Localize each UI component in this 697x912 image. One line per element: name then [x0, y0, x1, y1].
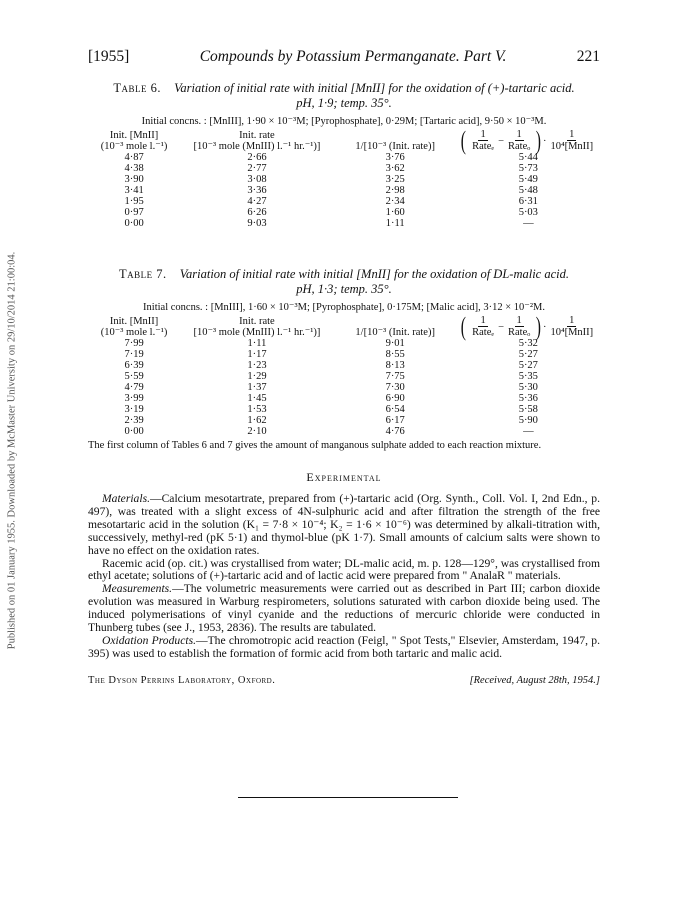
t6-col3-header: 1/[10⁻³ (Init. rate)]: [355, 141, 435, 152]
table-cell: 5·27: [518, 360, 538, 371]
table-cell: 7·99: [124, 338, 144, 349]
table-cell: 5·73: [518, 163, 538, 174]
table-6-data: [88, 126, 600, 229]
table-6-body: [88, 152, 600, 229]
table-cell: 0·00: [124, 218, 144, 229]
table-7-body: [88, 338, 600, 437]
table-cell: 1·95: [124, 196, 144, 207]
received-date: [Received, August 28th, 1954.]: [469, 674, 600, 686]
table-7-conditions: Initial concns. : [MnIII], 1·60 × 10⁻³M; [Pyrophosphate], 0·175M; [Malic acid], 3·12 × 10⁻²M.: [143, 302, 545, 313]
table-cell: —: [523, 218, 534, 229]
table-row: [88, 218, 600, 229]
page-content: [88, 48, 600, 686]
table-cell: 6·39: [124, 360, 144, 371]
table-7: [88, 267, 600, 452]
table-row: [88, 415, 600, 426]
download-notice: Published on 01 January 1955. Downloaded by McMaster University on 29/10/2014 21:00:04.: [6, 251, 18, 650]
table-row: [88, 196, 600, 207]
table-cell: 7·75: [385, 371, 405, 382]
table-cell: 3·41: [124, 185, 144, 196]
table-row: [88, 349, 600, 360]
table-cell: 8·13: [385, 360, 405, 371]
table-cell: 3·19: [124, 404, 144, 415]
table-7-label: Table 7.: [119, 267, 167, 281]
table-cell: 5·59: [124, 371, 144, 382]
table-cell: 6·31: [518, 196, 538, 207]
table-cell: 7·19: [124, 349, 144, 360]
table-cell: 2·10: [247, 426, 267, 437]
section-heading-experimental: Experimental: [306, 470, 382, 484]
paragraph-materials: Materials.—Calcium mesotartrate, prepared from (+)-tartaric acid (Org. Synth., Coll. Vol. I, 2nd Edn., p. 497), was treated with a slight excess of 4N-sulphuric acid and after filtration the strength of the free mesotartaric acid in the solution (K₁ = 7·8 × 10⁻⁴; K₂ = 1·6 × 10⁻⁶) was determined by alkali-titration with, successively, methyl-red (pK 5·1) and thymol-blue (pK 1·7). Small amounts of calcium salts were shown to have no effect on the oxidation rates.: [88, 492, 600, 557]
table-6-title: Variation of initial rate with initial [MnII] for the oxidation of (+)-tartaric acid.: [174, 81, 575, 95]
end-rule: [238, 797, 458, 798]
table-7-caption: [88, 267, 600, 297]
download-watermark: [0, 0, 22, 912]
table-cell: 1·60: [385, 207, 405, 218]
paragraph-racemic: Racemic acid (op. cit.) was crystallised from water; DL-malic acid, m. p. 128—129°, was crystallised from ethyl acetate; solutions of (+)-tartaric acid and of lactic acid were prepared from " AnalaR " materials.: [88, 556, 600, 583]
table-cell: 6·54: [385, 404, 405, 415]
table-6: [88, 81, 600, 229]
t7-col1-header: Init. [MnII] (10⁻³ mole l.⁻¹): [100, 316, 168, 338]
table-row: [88, 393, 600, 404]
table-cell: 1·29: [247, 371, 267, 382]
table-row: [88, 338, 600, 349]
laboratory-address: The Dyson Perrins Laboratory, Oxford.: [88, 674, 276, 686]
table-cell: 5·30: [518, 382, 538, 393]
paragraph-measurements: Measurements.—The volumetric measurements were carried out as described in Part III; carbon dioxide evolution was measured in Warburg respirometers, solutions saturated with carbon dioxide being used. The induced polymerisations of vinyl cyanide and the reductions of mercuric chloride were conducted in Thunberg tubes (see J., 1953, 2836). The results are tabulated.: [88, 582, 600, 635]
table-cell: 3·76: [385, 152, 405, 163]
table-7-subtitle: pH, 1·3; temp. 35°.: [296, 282, 392, 296]
table-cell: 3·25: [385, 174, 405, 185]
tables-footnote: The first column of Tables 6 and 7 gives the amount of manganous sulphate added to each reaction mixture.: [88, 440, 542, 451]
header-year: [1955]: [88, 48, 130, 65]
article-footer: [88, 675, 600, 686]
table-cell: 9·03: [247, 218, 267, 229]
table-cell: 4·79: [124, 382, 144, 393]
page-number: 221: [576, 48, 600, 65]
table-6-caption: [88, 81, 600, 111]
table-cell: 8·55: [385, 349, 405, 360]
table-cell: 1·37: [247, 382, 267, 393]
table-cell: 5·27: [518, 349, 538, 360]
table-7-data: [88, 312, 600, 437]
t7-col2-header: Init. rate [10⁻³ mole (MnIII) l.⁻¹ hr.⁻¹)]: [193, 316, 321, 338]
table-row: [88, 174, 600, 185]
table-cell: 4·38: [124, 163, 144, 174]
table-cell: 1·23: [247, 360, 267, 371]
table-6-conditions: Initial concns. : [MnIII], 1·90 × 10⁻³M; [Pyrophosphate], 0·29M; [Tartaric acid], 9·50 × 10⁻³M.: [141, 116, 547, 127]
table-cell: 1·53: [247, 404, 267, 415]
table-cell: 4·27: [247, 196, 267, 207]
table-cell: 5·49: [518, 174, 538, 185]
t7-col3-header: 1/[10⁻³ (Init. rate)]: [355, 327, 435, 338]
t6-col2-header: Init. rate [10⁻³ mole (MnIII) l.⁻¹ hr.⁻¹)]: [193, 130, 321, 152]
table-cell: 5·03: [518, 207, 538, 218]
table-cell: 6·90: [385, 393, 405, 404]
table-row: [88, 382, 600, 393]
table-cell: 2·77: [247, 163, 267, 174]
t7-col4-header: ( 1 Rateₑ − 1 Rateₒ ) · 1 10⁴[MnII]: [461, 312, 594, 341]
table-cell: 5·58: [518, 404, 538, 415]
table-cell: 3·08: [247, 174, 267, 185]
table-7-title: Variation of initial rate with initial [MnII] for the oxidation of DL-malic acid.: [179, 267, 569, 281]
t6-col1-header: Init. [MnII] (10⁻³ mole l.⁻¹): [100, 130, 168, 152]
table-cell: 9·01: [385, 338, 405, 349]
table-row: [88, 426, 600, 437]
table-cell: 5·36: [518, 393, 538, 404]
table-cell: 1·17: [247, 349, 267, 360]
table-cell: 2·39: [124, 415, 144, 426]
t6-col4-header: ( 1 Rateₑ − 1 Rateₒ ) · 1 10⁴[MnII]: [461, 126, 594, 155]
table-cell: 3·36: [247, 185, 267, 196]
table-row: [88, 163, 600, 174]
table-row: [88, 152, 600, 163]
table-cell: 4·87: [124, 152, 144, 163]
table-6-subtitle: pH, 1·9; temp. 35°.: [296, 96, 392, 110]
table-row: [88, 360, 600, 371]
table-cell: 3·99: [124, 393, 144, 404]
table-row: [88, 185, 600, 196]
header-title: Compounds by Potassium Permanganate. Part V.: [199, 48, 507, 65]
table-cell: 5·35: [518, 371, 538, 382]
table-cell: 1·62: [247, 415, 267, 426]
table-cell: 5·48: [518, 185, 538, 196]
table-cell: 1·11: [385, 218, 405, 229]
table-cell: 5·90: [518, 415, 538, 426]
table-cell: 4·76: [385, 426, 405, 437]
table-cell: —: [523, 426, 534, 437]
table-cell: 5·44: [518, 152, 538, 163]
table-cell: 1·11: [247, 338, 267, 349]
table-6-label: Table 6.: [113, 81, 162, 95]
table-cell: 2·66: [247, 152, 267, 163]
table-cell: 2·34: [385, 196, 405, 207]
table-cell: 2·98: [385, 185, 405, 196]
table-cell: 6·26: [247, 207, 267, 218]
table-row: [88, 404, 600, 415]
table-cell: 0·97: [124, 207, 144, 218]
running-header: [88, 48, 600, 66]
table-cell: 5·32: [518, 338, 538, 349]
table-row: [88, 207, 600, 218]
table-cell: 0·00: [124, 426, 144, 437]
table-row: [88, 371, 600, 382]
paragraph-oxidation-products: Oxidation Products.—The chromotropic acid reaction (Feigl, " Spot Tests," Elsevier, Amsterdam, 1947, p. 395) was used to establish the formation of formic acid from both tartaric and malic acid.: [88, 633, 600, 660]
table-cell: 3·90: [124, 174, 144, 185]
table-cell: 3·62: [385, 163, 405, 174]
table-cell: 6·17: [385, 415, 405, 426]
table-cell: 1·45: [247, 393, 267, 404]
table-cell: 7·30: [385, 382, 405, 393]
